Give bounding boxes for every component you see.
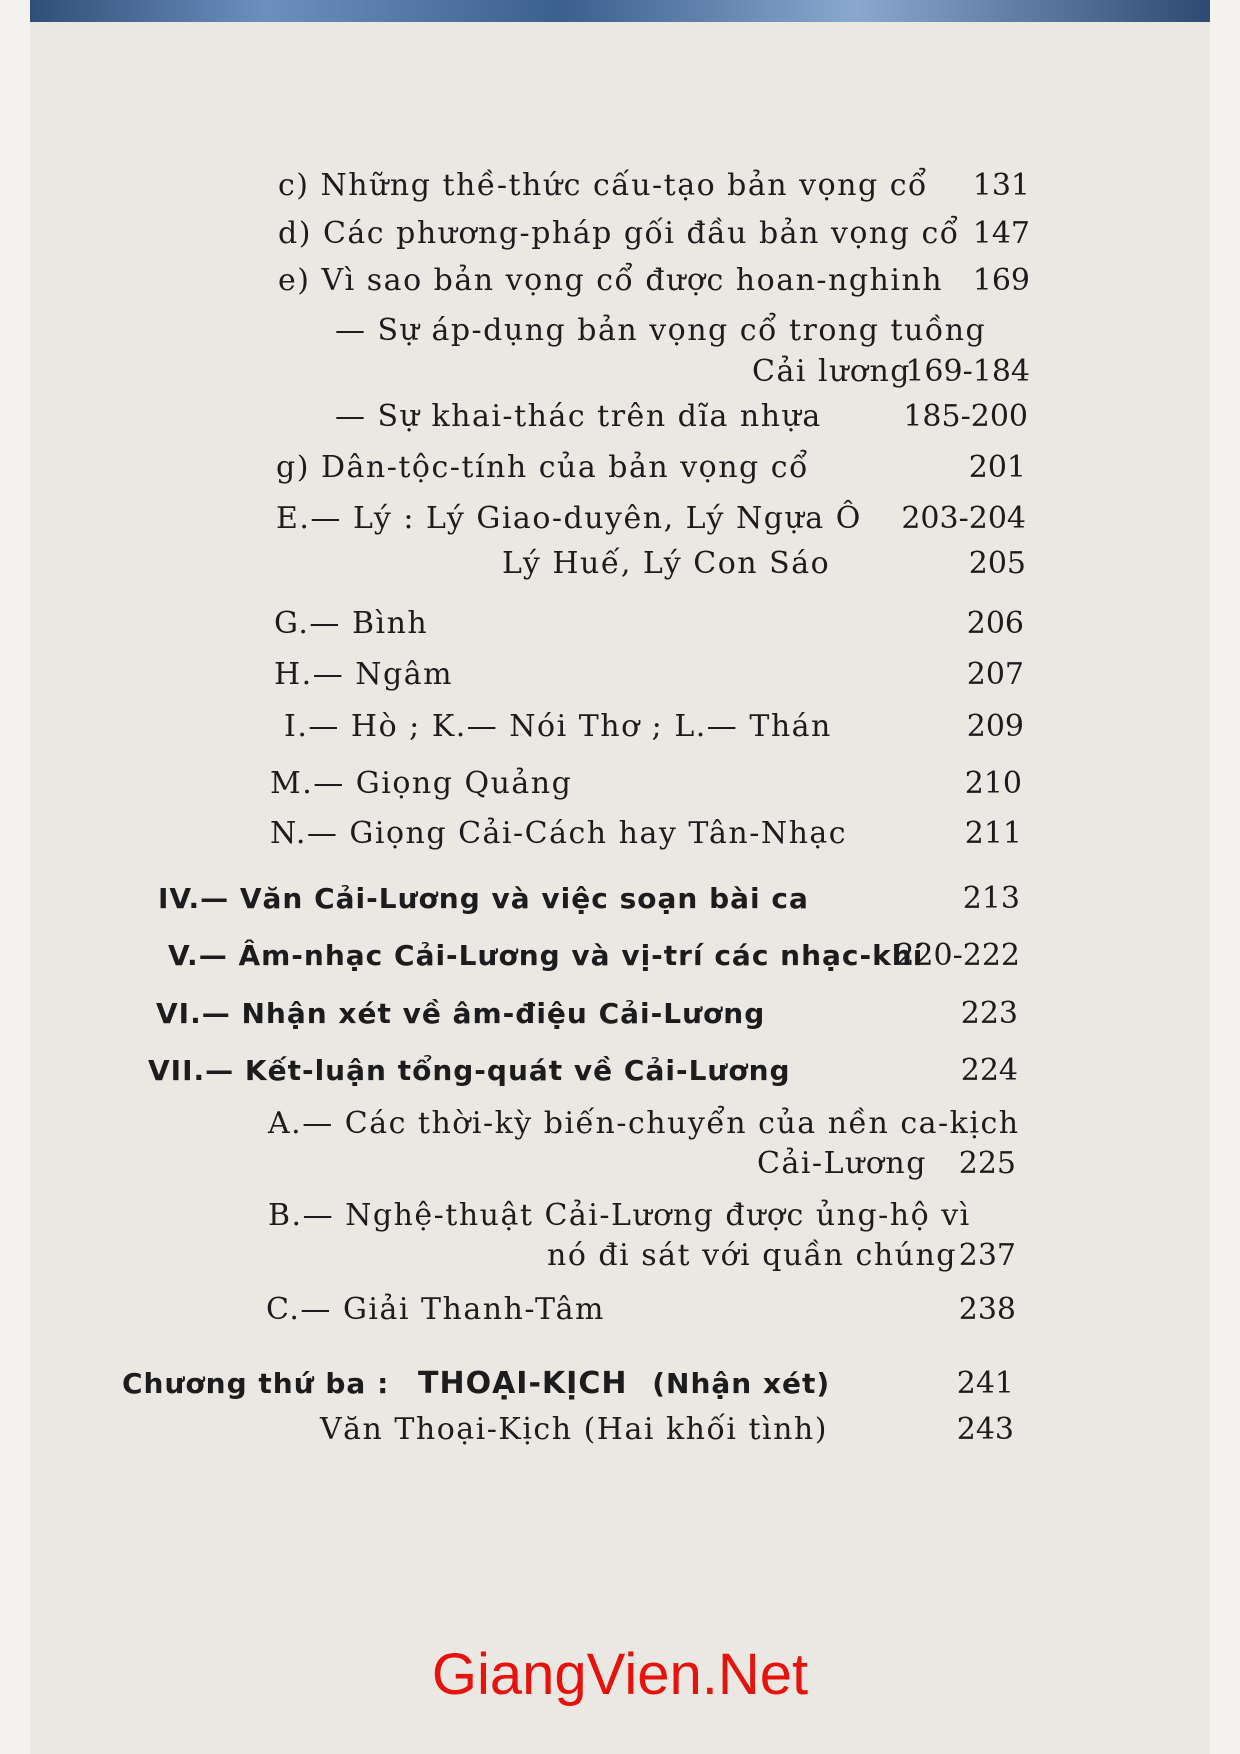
toc-page-number: 211 [964, 816, 1022, 851]
toc-entry: Lý Huế, Lý Con Sáo [502, 546, 831, 581]
toc-page-number: 147 [972, 216, 1030, 251]
chapter-title: THOẠI-KỊCH [418, 1366, 628, 1401]
toc-entry: c) Những thề-thức cấu-tạo bản vọng cổ [278, 168, 928, 203]
chapter-note: (Nhận xét) [652, 1367, 831, 1400]
toc-page-number: 213 [962, 881, 1020, 916]
toc-page-number: 238 [958, 1292, 1016, 1327]
toc-page-number: 224 [960, 1053, 1018, 1088]
toc-entry: nó đi sát với quần chúng [547, 1238, 958, 1273]
toc-entry: — Sự khai-thác trên dĩa nhựa [335, 399, 822, 434]
toc-page-number: 203-204 [901, 501, 1026, 536]
toc-page-number: 205 [968, 546, 1026, 581]
right-margin [1210, 0, 1240, 1754]
toc-entry: V.— Âm-nhạc Cải-Lương và vị-trí các nhạc-khí [168, 939, 924, 972]
toc-entry: — Sự áp-dụng bản vọng cổ trong tuồng [335, 313, 987, 348]
toc-page-number: 220-222 [895, 938, 1020, 973]
toc-page-number: 131 [972, 168, 1030, 203]
toc-page-number: 243 [956, 1412, 1014, 1447]
toc-page-number: 169 [972, 263, 1030, 298]
watermark-text: GiangVien.Net [431, 1642, 809, 1707]
toc-entry: H.— Ngâm [274, 657, 454, 692]
toc-entry: Văn Thoại-Kịch (Hai khối tình) [320, 1412, 828, 1447]
toc-page [30, 22, 1210, 1754]
cover-edge [30, 0, 1210, 22]
toc-page-number: 223 [960, 996, 1018, 1031]
toc-entry: G.— Bình [274, 606, 429, 641]
toc-page-number: 207 [966, 657, 1024, 692]
toc-entry: IV.— Văn Cải-Lương và việc soạn bài ca [158, 882, 809, 915]
toc-entry: Cải-Lương [757, 1146, 927, 1181]
chapter-heading [122, 1362, 830, 1406]
toc-entry: N.— Giọng Cải-Cách hay Tân-Nhạc [270, 816, 848, 851]
toc-entry: C.— Giải Thanh-Tâm [266, 1292, 605, 1327]
toc-entry: A.— Các thời-kỳ biến-chuyển của nền ca-kịch [268, 1106, 1020, 1141]
toc-entry: M.— Giọng Quảng [270, 766, 573, 801]
toc-page-number: 185-200 [903, 399, 1028, 434]
toc-entry: d) Các phương-pháp gối đầu bản vọng cổ [278, 216, 960, 251]
left-margin [0, 0, 30, 1754]
toc-entry: I.— Hò ; K.— Nói Thơ ; L.— Thán [284, 709, 832, 744]
toc-page-number: 241 [956, 1366, 1014, 1401]
toc-entry: B.— Nghệ-thuật Cải-Lương được ủng-hộ vì [268, 1198, 971, 1233]
toc-entry: Cải lương [752, 354, 911, 389]
toc-page-number: 210 [964, 766, 1022, 801]
toc-page-number: 209 [966, 709, 1024, 744]
toc-entry: VII.— Kết-luận tổng-quát về Cải-Lương [148, 1054, 791, 1087]
chapter-label: Chương thứ ba : [122, 1367, 390, 1400]
toc-entry: E.— Lý : Lý Giao-duyên, Lý Ngựa Ô [276, 501, 862, 536]
toc-page-number: 225 [958, 1146, 1016, 1181]
toc-page-number: 206 [966, 606, 1024, 641]
toc-page-number: 201 [968, 450, 1026, 485]
toc-entry: e) Vì sao bản vọng cổ được hoan-nghinh [278, 263, 944, 298]
toc-page-number: 169-184 [905, 354, 1030, 389]
toc-entry: g) Dân-tộc-tính của bản vọng cổ [276, 450, 809, 485]
toc-page-number: 237 [958, 1238, 1016, 1273]
toc-entry: VI.— Nhận xét về âm-điệu Cải-Lương [156, 997, 766, 1030]
